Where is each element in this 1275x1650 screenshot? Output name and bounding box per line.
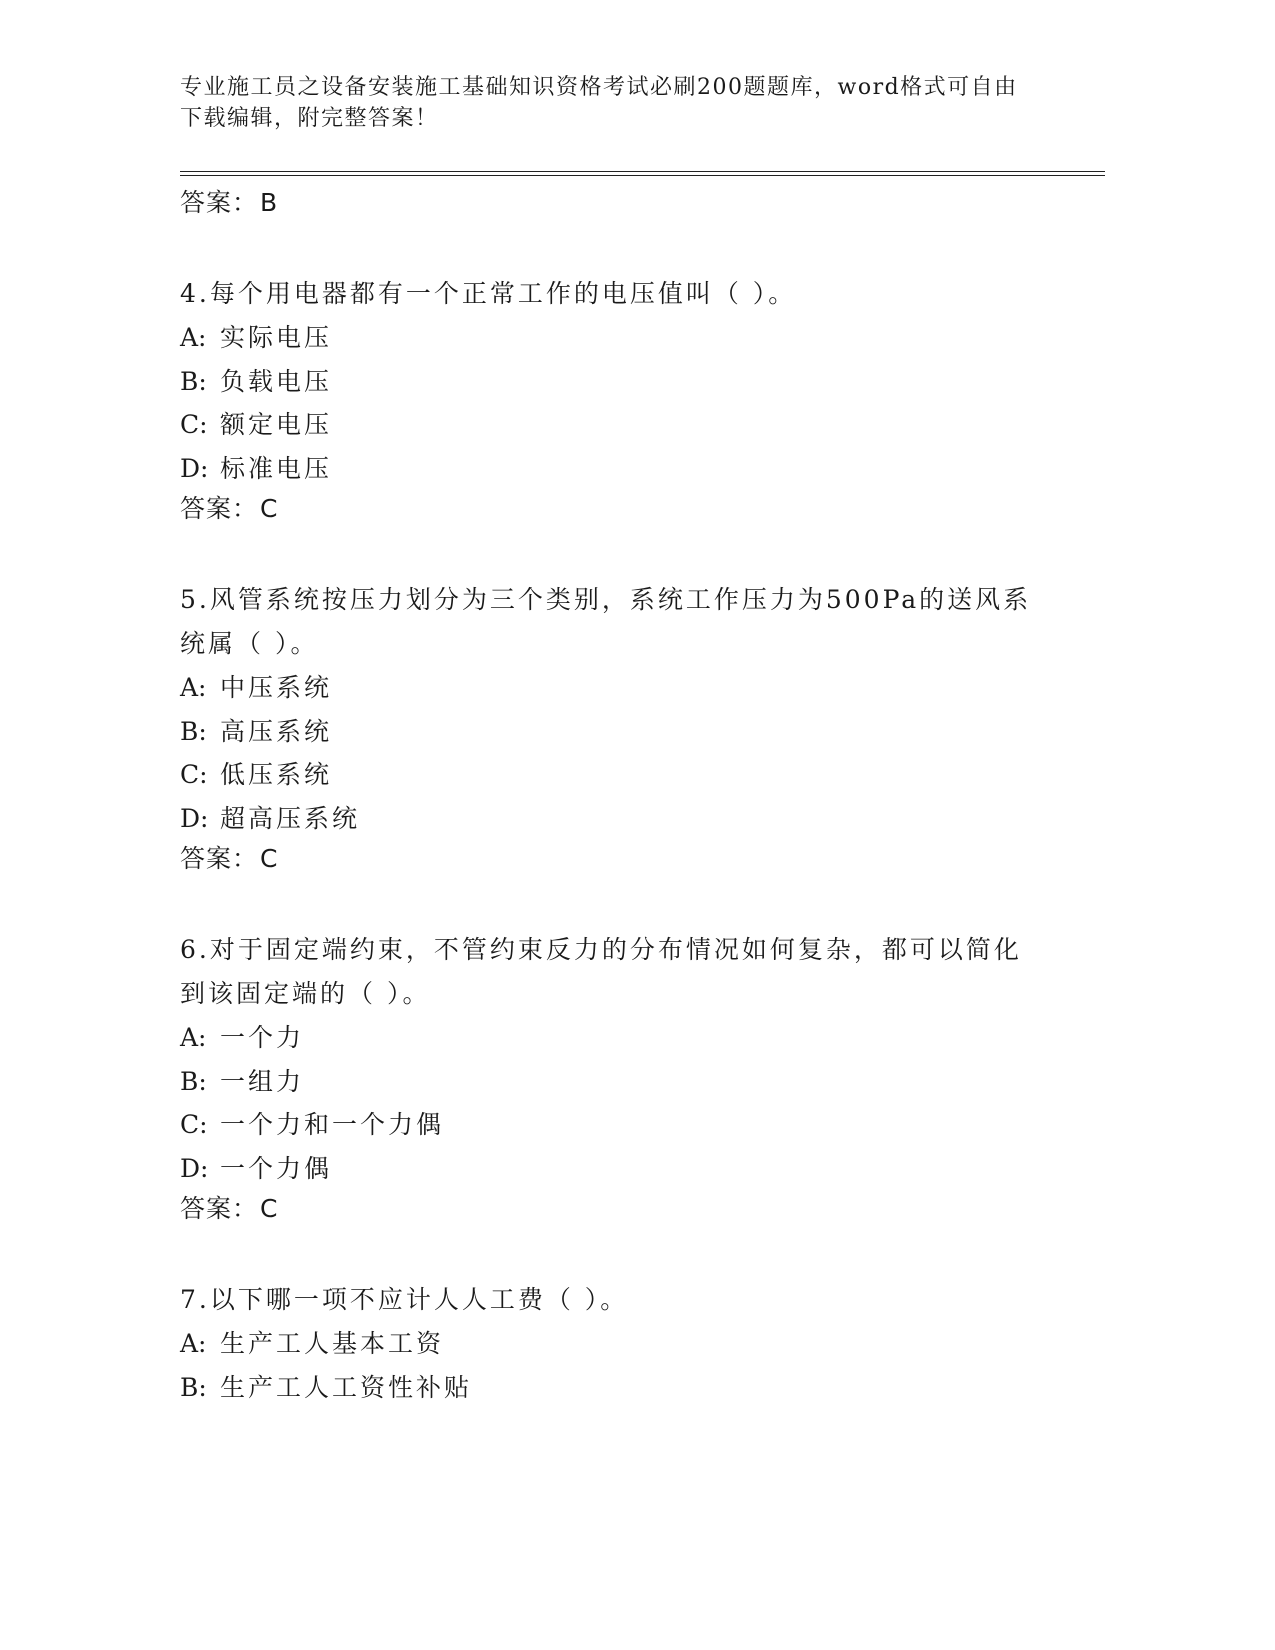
answer-value: B <box>260 188 279 217</box>
option-a <box>180 1322 1040 1366</box>
option-key: D: <box>180 453 209 483</box>
option-text: 负载电压 <box>220 366 333 396</box>
answer-label: 答案： <box>180 1194 259 1223</box>
question-stem-line: 5.风管系统按压力划分为三个类别，系统工作压力为500Pa的送风系 <box>180 585 1032 614</box>
question-stem <box>180 928 1040 1016</box>
question-5 <box>180 578 1040 878</box>
answer-label: 答案： <box>180 494 259 523</box>
option-text: 实际电压 <box>220 323 333 352</box>
option-d <box>180 797 1040 841</box>
previous-answer <box>180 184 1040 222</box>
question-list <box>180 184 1040 1409</box>
question-6 <box>180 928 1040 1228</box>
option-key: B: <box>180 716 207 746</box>
option-d <box>180 1147 1040 1191</box>
option-a <box>180 1016 1040 1060</box>
option-a <box>180 666 1040 710</box>
header-divider-thick <box>180 175 1105 176</box>
option-key: B: <box>180 1066 207 1096</box>
option-a <box>180 316 1040 360</box>
answer-value: C <box>260 844 279 873</box>
question-answer <box>180 490 1040 528</box>
option-key: B: <box>180 366 207 396</box>
option-key: D: <box>180 1153 209 1183</box>
option-text: 一个力偶 <box>220 1153 333 1183</box>
option-text: 一个力 <box>220 1023 305 1052</box>
option-d <box>180 447 1040 491</box>
question-7 <box>180 1278 1040 1409</box>
question-stem-line: 4.每个用电器都有一个正常工作的电压值叫（ ）。 <box>180 279 797 308</box>
answer-label: 答案： <box>180 188 259 217</box>
option-text: 高压系统 <box>220 716 333 746</box>
option-key: C: <box>180 760 208 789</box>
option-text: 一组力 <box>220 1066 305 1096</box>
option-key: A: <box>180 673 207 702</box>
answer-value: C <box>260 494 279 523</box>
option-text: 生产工人基本工资 <box>220 1329 445 1358</box>
option-text: 标准电压 <box>220 453 333 483</box>
option-b <box>180 710 1040 754</box>
answer-label: 答案： <box>180 844 259 873</box>
answer-value: C <box>260 1194 279 1223</box>
option-text: 额定电压 <box>220 410 333 439</box>
document-header <box>180 72 1040 134</box>
option-key: C: <box>180 1110 208 1139</box>
option-c <box>180 753 1040 797</box>
option-key: D: <box>180 803 209 833</box>
question-answer <box>180 840 1040 878</box>
option-b <box>180 360 1040 404</box>
option-key: B: <box>180 1372 207 1402</box>
question-stem <box>180 272 1040 316</box>
option-key: A: <box>180 1023 207 1052</box>
header-divider-thin <box>180 171 1105 172</box>
option-c <box>180 1103 1040 1147</box>
option-text: 中压系统 <box>220 673 333 702</box>
option-c <box>180 403 1040 447</box>
option-b <box>180 1366 1040 1410</box>
question-stem <box>180 578 1040 666</box>
option-key: A: <box>180 323 207 352</box>
option-text: 超高压系统 <box>220 803 361 833</box>
question-4 <box>180 272 1040 528</box>
option-text: 生产工人工资性补贴 <box>220 1372 473 1402</box>
question-stem-line: 6.对于固定端约束，不管约束反力的分布情况如何复杂，都可以简化 <box>180 935 1022 964</box>
question-answer <box>180 1190 1040 1228</box>
question-stem-line: 到该固定端的（ ）。 <box>180 979 431 1008</box>
header-title-line-2: 下载编辑，附完整答案！ <box>180 106 439 131</box>
header-title-line-1: 专业施工员之设备安装施工基础知识资格考试必刷200题题库，word格式可自由 <box>180 75 1018 100</box>
option-key: C: <box>180 410 208 439</box>
option-text: 低压系统 <box>220 760 333 789</box>
option-key: A: <box>180 1329 207 1358</box>
question-stem-line: 统属（ ）。 <box>180 629 319 658</box>
option-b <box>180 1060 1040 1104</box>
question-stem <box>180 1278 1040 1322</box>
option-text: 一个力和一个力偶 <box>220 1110 445 1139</box>
question-stem-line: 7.以下哪一项不应计人人工费（ ）。 <box>180 1285 629 1314</box>
